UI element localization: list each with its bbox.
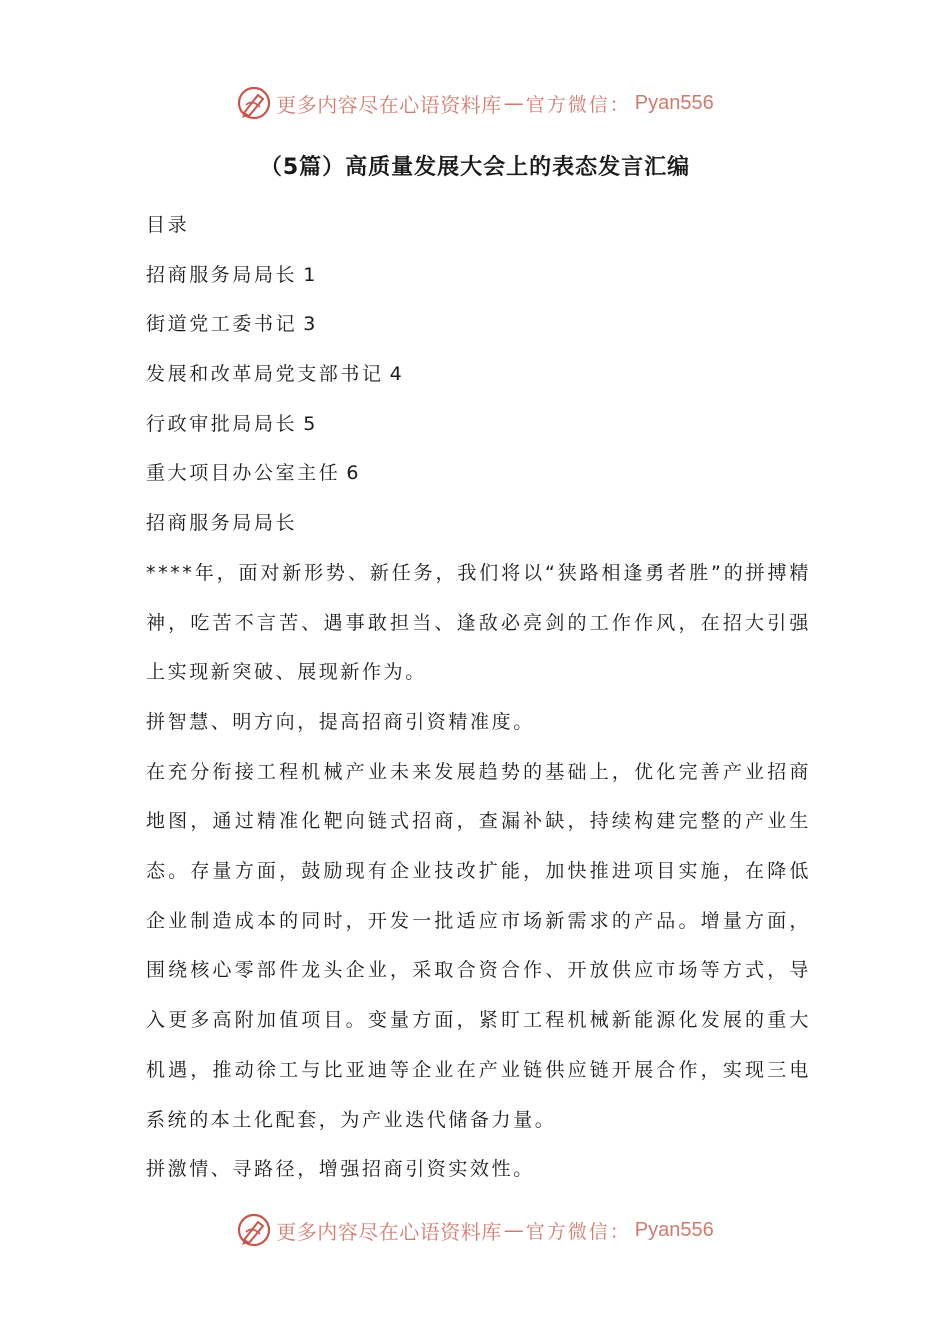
toc-heading: 目录: [146, 214, 190, 236]
pen-logo-icon: [236, 1212, 272, 1248]
footer-watermark: [0, 1210, 950, 1250]
toc-item-label: 重大项目办公室主任: [146, 462, 341, 485]
watermark-wechat-id: Pyan556: [634, 91, 714, 114]
toc-item: [146, 300, 811, 350]
watermark-main-text: 更多内容尽在心语资料库: [276, 1219, 502, 1244]
toc-item: [146, 251, 811, 301]
toc-item-label: 街道党工委书记: [146, 313, 298, 336]
toc-item: [146, 350, 811, 400]
watermark-dash: —: [503, 91, 524, 115]
watermark-main-text: 更多内容尽在心语资料库: [276, 92, 502, 117]
watermark-wechat-label: 官方微信：: [525, 93, 631, 116]
point1-paragraph: 在充分衔接工程机械产业未来发展趋势的基础上，优化完善产业招商地图，通过精准化靶向链式招商，查漏补缺，持续构建完整的产业生态。存量方面，鼓励现有企业技改扩能，加快推进项目实施，在降低企业制造成本的同时，开发一批适应市场新需求的产品。增量方面，围绕核心零部件龙头企业，采取合资合作、开放供应市场等方式，导入更多高附加值项目。变量方面，紧盯工程机械新能源化发展的重大机遇，推动徐工与比亚迪等企业在产业链供应链开展合作，实现三电系统的本土化配套，为产业迭代储备力量。: [146, 760, 811, 1131]
toc-item-page: 4: [389, 363, 402, 386]
toc-item-label: 发展和改革局党支部书记: [146, 363, 384, 386]
watermark-dash: —: [503, 1218, 524, 1242]
toc-item-page: 6: [346, 462, 359, 485]
point2-title: 拼激情、寻路径，增强招商引资实效性。: [146, 1158, 535, 1181]
toc-item: [146, 400, 811, 450]
point1-title: 拼智慧、明方向，提高招商引资精准度。: [146, 710, 535, 733]
document-body: [146, 201, 811, 1195]
toc-item: [146, 449, 811, 499]
intro-paragraph: ****年，面对新形势、新任务，我们将以“狭路相逢勇者胜”的拼搏精神，吃苦不言苦、遇事敢担当、逢敌必亮剑的工作作风，在招大引强上实现新突破、展现新作为。: [146, 561, 811, 684]
toc-item-label: 招商服务局局长: [146, 263, 298, 286]
toc-item-page: 5: [303, 412, 316, 435]
toc-item-page: 3: [303, 313, 316, 336]
toc-item-page: 1: [303, 263, 316, 286]
section-heading: 招商服务局局长: [146, 512, 298, 535]
document-title: （5篇）高质量发展大会上的表态发言汇编: [259, 155, 691, 180]
pen-logo-icon: [236, 85, 272, 121]
header-watermark: [0, 83, 950, 123]
toc-item-label: 行政审批局局长: [146, 412, 298, 435]
watermark-wechat-label: 官方微信：: [525, 1220, 631, 1243]
watermark-wechat-id: Pyan556: [634, 1218, 714, 1241]
